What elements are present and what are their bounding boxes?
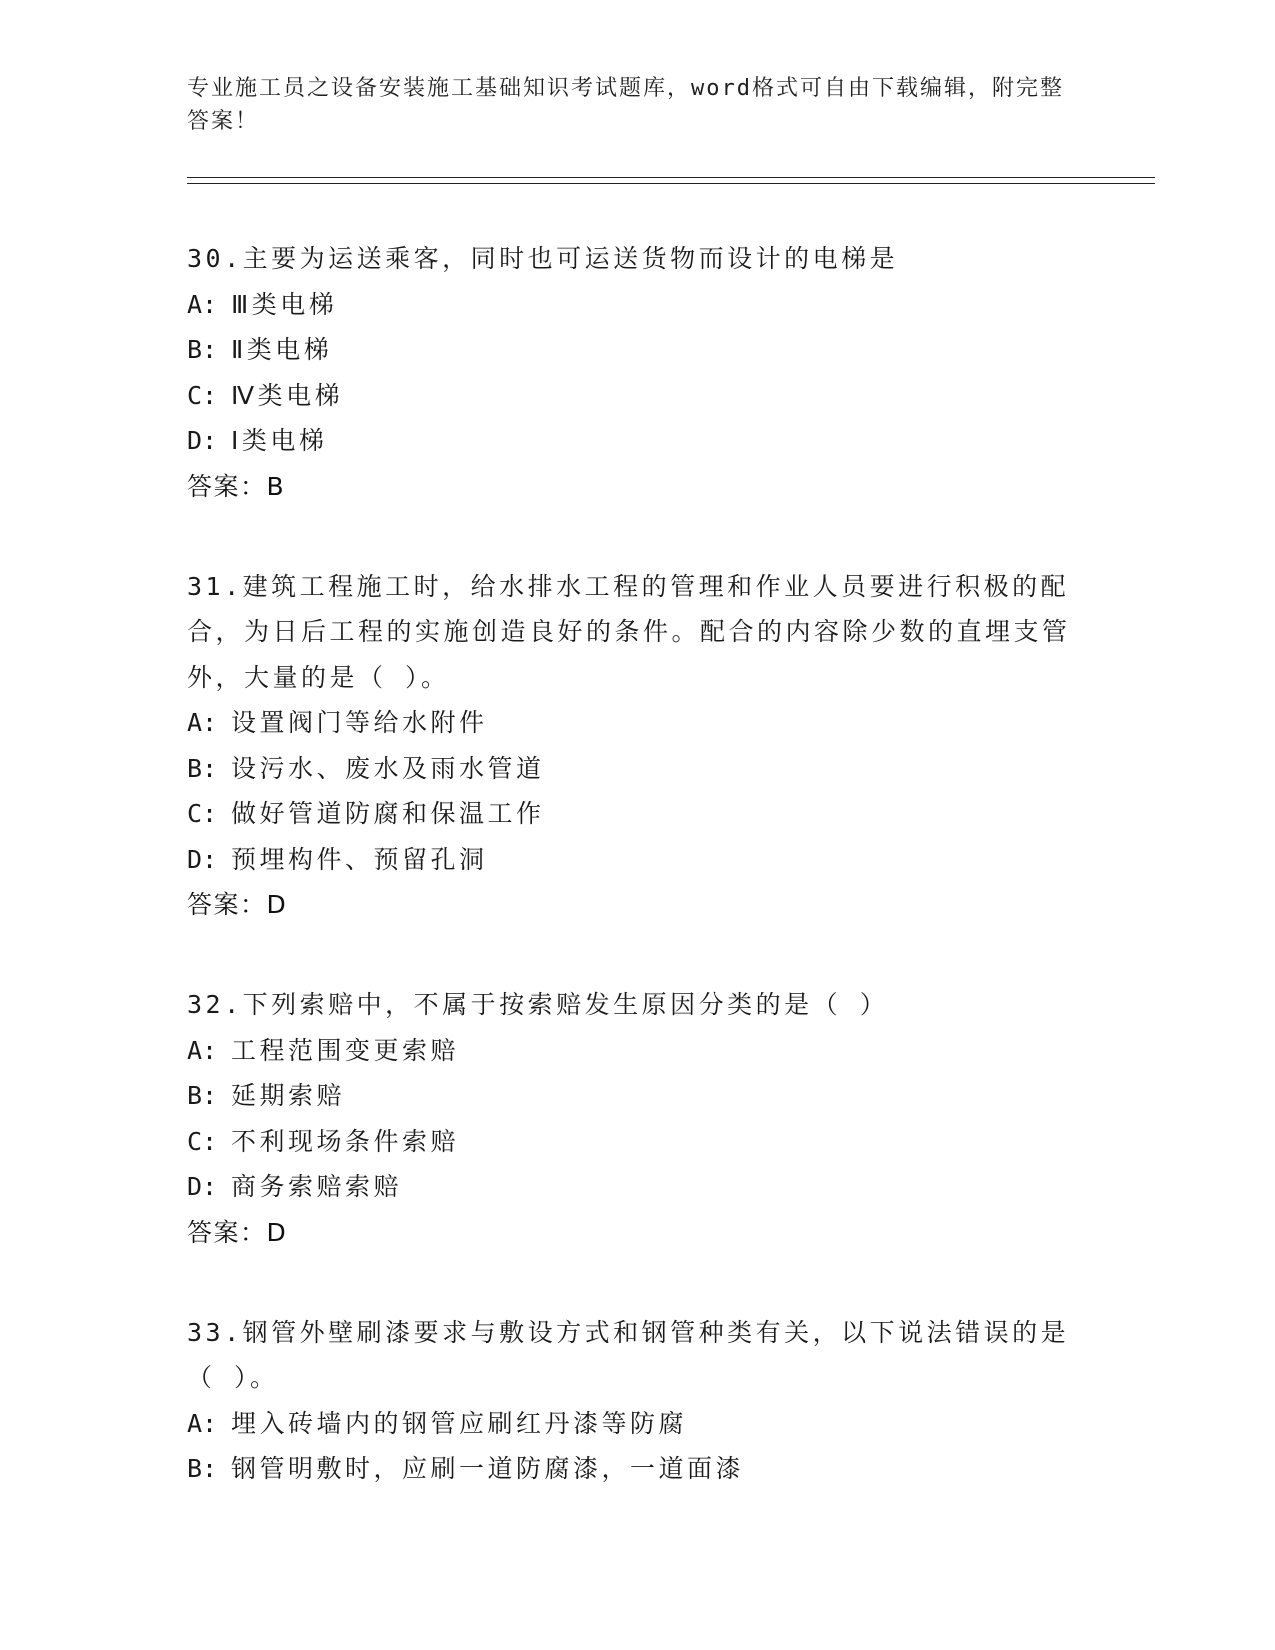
answer-line: 答案：D [187,1217,288,1247]
option-text: 不利现场条件索赔 [231,1126,460,1156]
option-a [187,700,1087,746]
header-text: 专业施工员之设备安装施工基础知识考试题库，word格式可自由下载编辑，附完整答案！ [187,76,1064,134]
option-a [187,1028,1087,1074]
option-a [187,282,1087,328]
option-letter: D: [187,426,218,455]
question-stem: 32.下列索赔中，不属于按索赔发生原因分类的是（ ） [187,990,889,1019]
option-letter: B: [187,335,218,364]
option-letter: D: [187,844,218,874]
question-33 [187,1310,1087,1492]
question-stem: 30.主要为运送乘客，同时也可运送货物而设计的电梯是 [187,244,899,273]
question-list [187,236,1087,1546]
option-c [187,373,1087,419]
question-stem: 31.建筑工程施工时，给水排水工程的管理和作业人员要进行积极的配合，为日后工程的实施创造良好的条件。配合的内容除少数的直埋支管外，大量的是（ ）。 [187,571,1071,692]
option-letter: B: [187,1081,218,1110]
option-letter: A: [187,1035,218,1065]
option-text: Ⅲ类电梯 [231,289,338,319]
option-letter: D: [187,1172,218,1201]
option-d [187,1164,1087,1210]
option-text: 商务索赔索赔 [231,1172,403,1201]
option-text: 延期索赔 [231,1081,346,1110]
option-text: 埋入砖墙内的钢管应刷红丹漆等防腐 [231,1408,688,1438]
option-text: 预埋构件、预留孔洞 [231,844,488,874]
option-text: 设污水、废水及雨水管道 [231,753,545,783]
option-letter: B: [187,1454,218,1483]
option-b [187,746,1087,792]
option-text: Ⅳ类电梯 [231,380,344,410]
header-divider-top [187,177,1155,178]
question-32 [187,982,1087,1256]
option-a [187,1401,1087,1447]
option-letter: C: [187,799,218,828]
question-31 [187,564,1087,929]
option-text: 工程范围变更索赔 [231,1035,460,1065]
option-c [187,791,1087,837]
option-text: 设置阀门等给水附件 [231,708,488,737]
question-30 [187,236,1087,510]
option-letter: B: [187,753,218,783]
option-letter: A: [187,1408,218,1438]
option-text: Ⅰ类电梯 [231,426,328,455]
question-stem: 33.钢管外壁刷漆要求与敷设方式和钢管种类有关，以下说法错误的是（ ）。 [187,1317,1070,1392]
option-letter: C: [187,380,218,410]
document-header [187,72,1067,138]
option-c [187,1119,1087,1165]
option-letter: A: [187,289,218,319]
option-b [187,1073,1087,1119]
option-text: Ⅱ类电梯 [231,335,333,364]
answer-line: 答案：B [187,471,286,501]
header-divider-bottom [187,183,1155,184]
option-letter: A: [187,708,218,737]
option-text: 做好管道防腐和保温工作 [231,799,545,828]
option-d [187,837,1087,883]
option-letter: C: [187,1126,218,1156]
option-d [187,418,1087,464]
option-text: 钢管明敷时，应刷一道防腐漆，一道面漆 [231,1454,745,1483]
answer-line: 答案：D [187,890,288,919]
option-b [187,1446,1087,1492]
option-b [187,327,1087,373]
